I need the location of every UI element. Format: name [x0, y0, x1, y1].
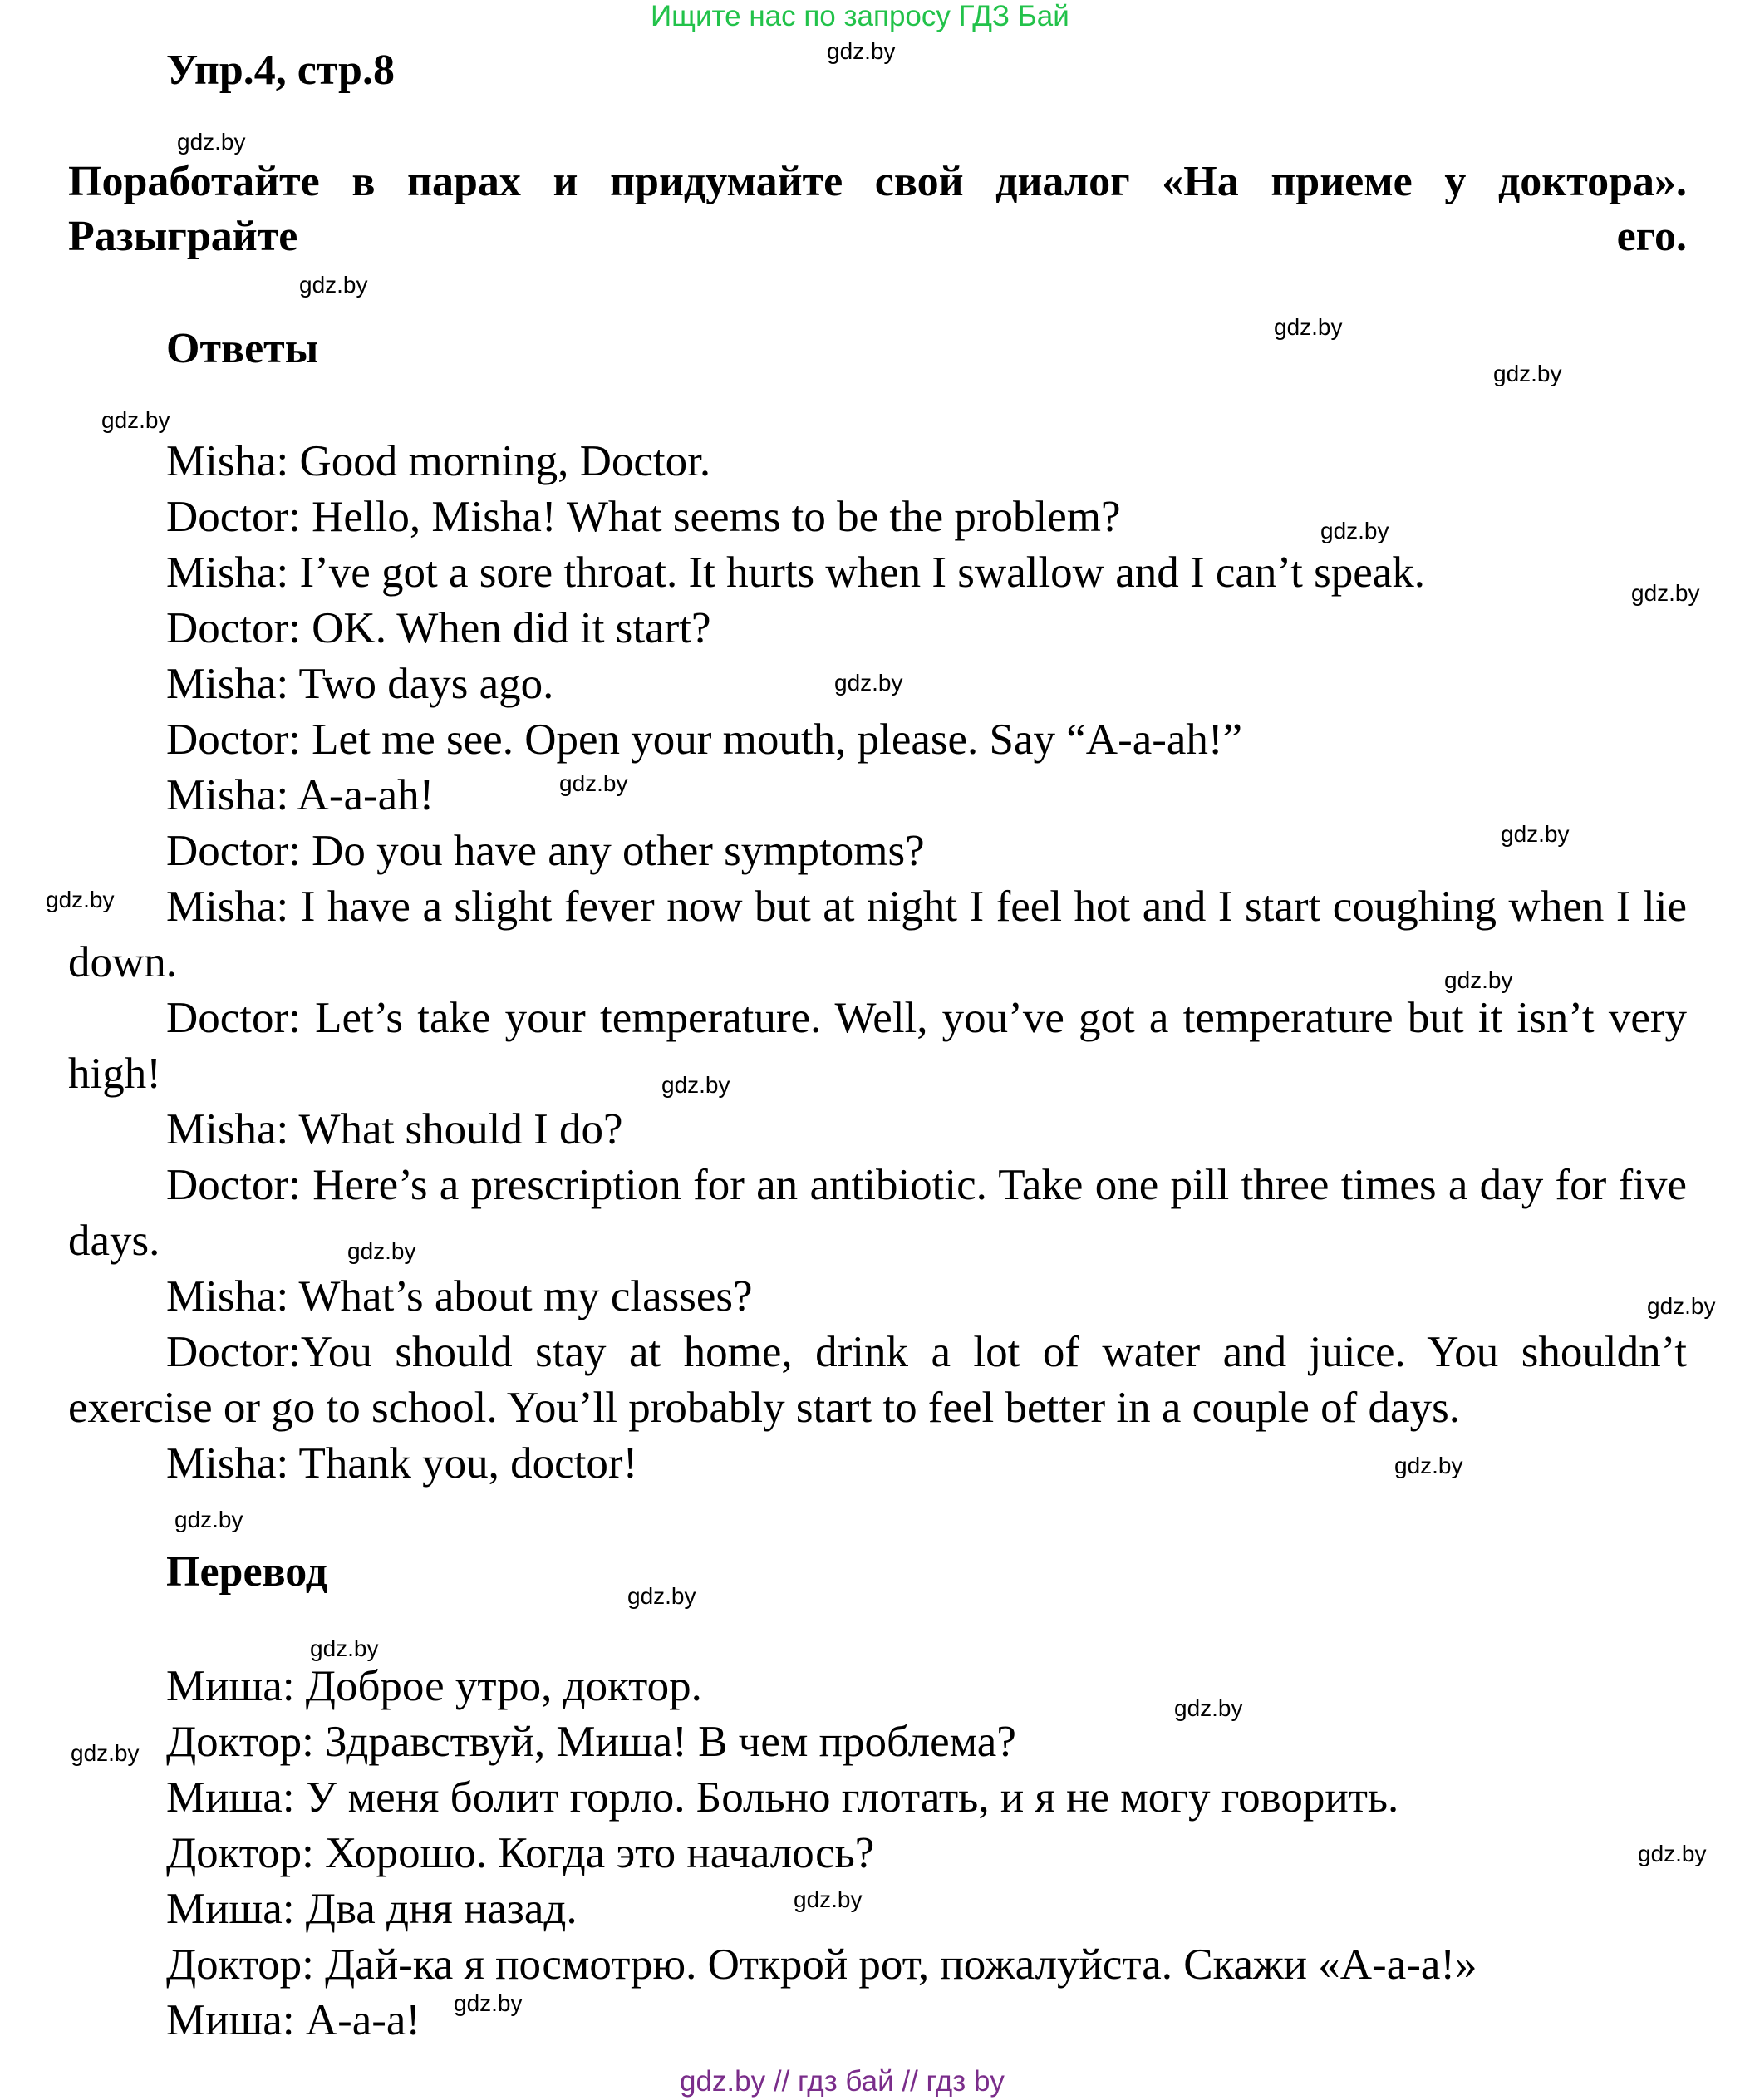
answers-heading: Ответы [166, 325, 319, 372]
dialogue-line: Misha: What should I do? [166, 1105, 623, 1153]
footer-links[interactable]: gdz.by // гдз бай // гдз by [680, 2065, 1005, 2098]
watermark: gdz.by [454, 1990, 523, 2016]
watermark: gdz.by [1444, 967, 1513, 993]
dialogue-line: Doctor: Let me see. Open your mouth, please. Say “A-a-ah!” [166, 716, 1243, 764]
top-banner[interactable]: Ищите нас по запросу ГДЗ Бай [651, 0, 1069, 32]
dialogue-paragraph: Misha: I have a slight fever now but at night I feel hot and I start coughing when I lie down. [68, 883, 1687, 986]
watermark: gdz.by [1501, 821, 1570, 847]
dialogue-paragraph: Doctor: Let’s take your temperature. Well, you’ve got a temperature but it isn’t very high! [68, 994, 1687, 1098]
watermark: gdz.by [1174, 1695, 1243, 1721]
translation-heading: Перевод [166, 1548, 328, 1596]
translation-line: Доктор: Здравствуй, Миша! В чем проблема? [166, 1718, 1016, 1766]
page-title: Упр.4, стр.8 [166, 47, 395, 94]
dialogue-line: Misha: A-a-ah! [166, 771, 435, 819]
watermark: gdz.by [1274, 314, 1343, 340]
watermark: gdz.by [1394, 1453, 1463, 1478]
dialogue-line: Misha: Good morning, Doctor. [166, 437, 711, 485]
watermark: gdz.by [794, 1886, 863, 1912]
dialogue-line: Misha: I’ve got a sore throat. It hurts when I swallow and I can’t speak. [166, 548, 1426, 597]
dialogue-line: Doctor: OK. When did it start? [166, 604, 711, 652]
watermark: gdz.by [661, 1072, 730, 1098]
watermark: gdz.by [1493, 361, 1562, 386]
translation-line: Миша: У меня болит горло. Больно глотать, и я не могу говорить. [166, 1773, 1399, 1822]
dialogue-line: Misha: What’s about my classes? [166, 1272, 753, 1320]
watermark: gdz.by [177, 129, 246, 155]
watermark: gdz.by [834, 670, 903, 696]
watermark: gdz.by [827, 38, 896, 64]
translation-line: Миша: Доброе утро, доктор. [166, 1662, 702, 1710]
translation-line: Доктор: Хорошо. Когда это началось? [166, 1829, 875, 1877]
translation-line: Миша: А-а-а! [166, 1996, 421, 2044]
translation-line: Доктор: Дай-ка я посмотрю. Открой рот, пожалуйста. Скажи «А-а-а!» [166, 1940, 1477, 1989]
translation-line: Миша: Два дня назад. [166, 1885, 578, 1933]
dialogue-line: Misha: Thank you, doctor! [166, 1439, 638, 1488]
watermark: gdz.by [1320, 518, 1389, 543]
watermark: gdz.by [299, 272, 368, 298]
dialogue-line: Misha: Two days ago. [166, 660, 554, 708]
watermark: gdz.by [1647, 1293, 1716, 1319]
dialogue-line: Doctor: Hello, Misha! What seems to be the problem? [166, 493, 1121, 541]
watermark: gdz.by [71, 1740, 140, 1766]
watermark: gdz.by [627, 1583, 696, 1609]
dialogue-paragraph: Doctor: Here’s a prescription for an antibiotic. Take one pill three times a day for five days. [68, 1161, 1687, 1265]
watermark: gdz.by [347, 1238, 416, 1264]
dialogue-paragraph: Doctor:You should stay at home, drink a lot of water and juice. You shouldn’t exercise or go to school. You’ll probably start to feel better in a couple of days. [68, 1328, 1687, 1432]
watermark: gdz.by [310, 1635, 379, 1661]
task-line-1 [68, 155, 1687, 264]
watermark: gdz.by [1631, 580, 1700, 606]
watermark: gdz.by [1638, 1841, 1707, 1866]
task-text: Поработайте в парах и придумайте свой диалог «На приеме у доктора». Разыграйте его. [68, 158, 1687, 260]
watermark: gdz.by [101, 407, 170, 433]
watermark: gdz.by [559, 770, 628, 796]
watermark: gdz.by [174, 1507, 243, 1532]
watermark: gdz.by [46, 887, 115, 912]
dialogue-line: Doctor: Do you have any other symptoms? [166, 827, 925, 875]
